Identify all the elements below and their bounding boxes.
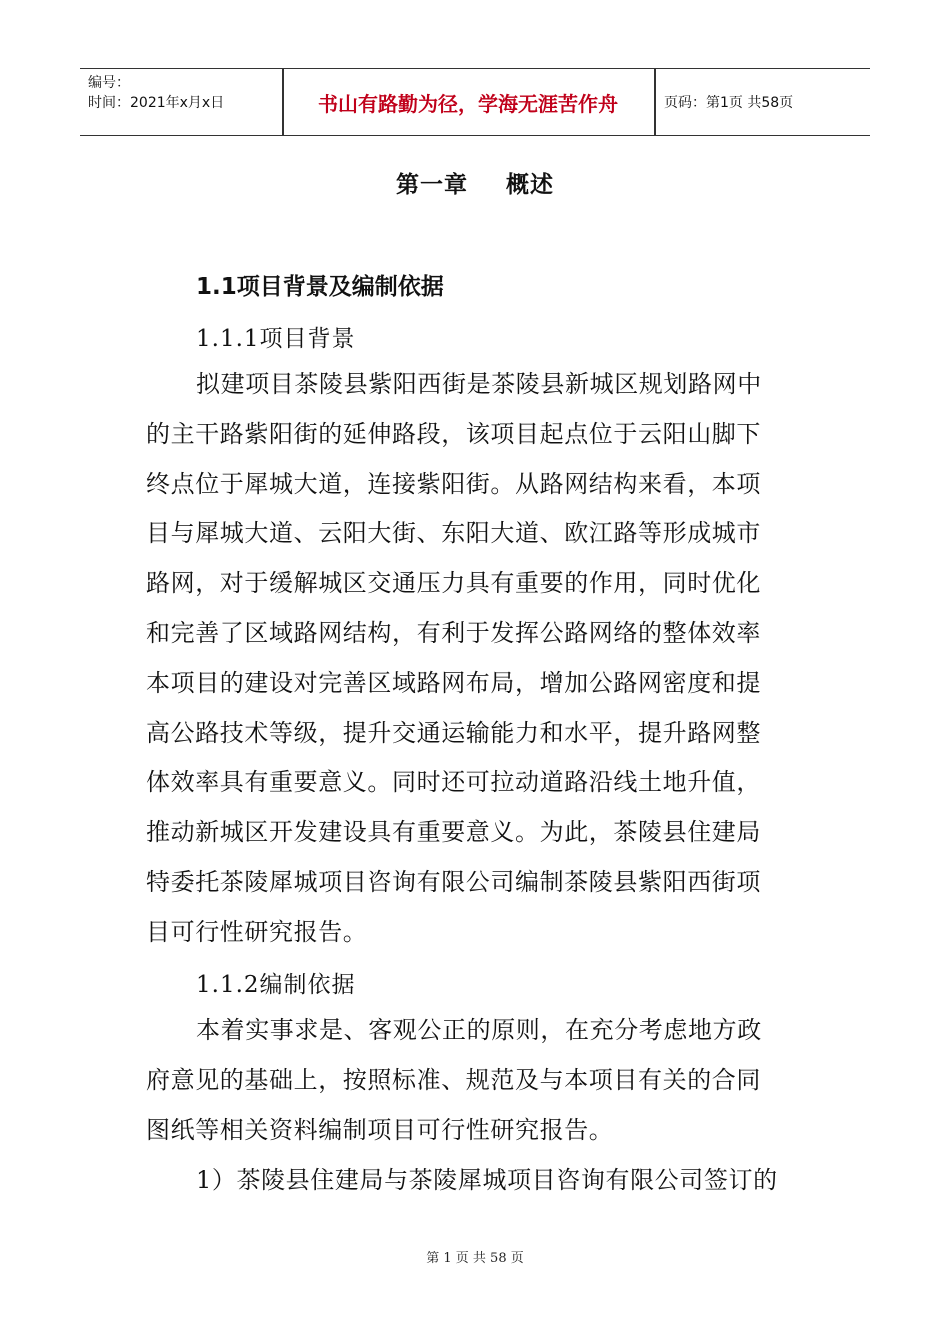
paragraph-line: 高公路技术等级，提升交通运输能力和水平，提升路网整 — [146, 718, 761, 747]
paragraph-line: 目可行性研究报告。 — [146, 917, 368, 946]
paragraph-line: 推动新城区开发建设具有重要意义。为此，茶陵县住建局 — [146, 818, 761, 847]
paragraph-line: 本项目的建设对完善区域路网布局，增加公路网密度和提 — [146, 668, 761, 697]
section-heading-1-1-1: 1.1.1项目背景 — [196, 326, 356, 352]
paragraph-line: 的主干路紫阳街的延伸路段，该项目起点位于云阳山脚下 — [146, 419, 761, 448]
chapter-name: 概述 — [506, 172, 554, 198]
paragraph-line: 和完善了区域路网结构，有利于发挥公路网络的整体效率 — [146, 618, 761, 647]
paragraph-line: 特委托茶陵犀城项目咨询有限公司编制茶陵县紫阳西街项 — [146, 867, 761, 896]
paragraph-line: 拟建项目茶陵县紫阳西街是茶陵县新城区规划路网中 — [196, 370, 762, 398]
paragraph-line: 路网，对于缓解城区交通压力具有重要的作用，同时优化 — [146, 569, 761, 598]
page-footer: 第 1 页 共 58 页 — [426, 1251, 524, 1266]
document-number-label: 编号： — [88, 75, 130, 91]
chapter-number: 第一章 — [396, 172, 468, 198]
header-motto: 书山有路勤为径，学海无涯苦作舟 — [318, 91, 618, 116]
section-heading-1-1: 1.1项目背景及编制依据 — [196, 274, 444, 300]
paragraph-line: 终点位于犀城大道，连接紫阳街。从路网结构来看，本项 — [146, 469, 761, 498]
chapter-title — [0, 166, 950, 199]
paragraph-compilation-basis — [146, 1006, 810, 1155]
paragraph-line: 目与犀城大道、云阳大街、东阳大道、欧江路等形成城市 — [146, 519, 761, 548]
paragraph-line: 1）茶陵县住建局与茶陵犀城项目咨询有限公司签订的 — [196, 1166, 778, 1194]
paragraph-line: 体效率具有重要意义。同时还可拉动道路沿线土地升值， — [146, 768, 761, 797]
section-heading-1-1-2: 1.1.2编制依据 — [196, 972, 356, 998]
document-header — [80, 68, 870, 136]
document-date-label: 时间：2021年x月x日 — [88, 95, 225, 111]
header-divider-right — [654, 69, 656, 135]
paragraph-project-background — [146, 360, 810, 958]
paragraph-line: 本着实事求是、客观公正的原则，在充分考虑地方政 — [196, 1016, 762, 1044]
header-page-info: 页码：第1页 共58页 — [664, 95, 794, 111]
paragraph-line: 图纸等相关资料编制项目可行性研究报告。 — [146, 1115, 614, 1144]
paragraph-line: 府意见的基础上，按照标准、规范及与本项目有关的合同 — [146, 1065, 761, 1094]
paragraph-list-item-1 — [146, 1156, 810, 1206]
header-left-cell — [88, 73, 224, 113]
